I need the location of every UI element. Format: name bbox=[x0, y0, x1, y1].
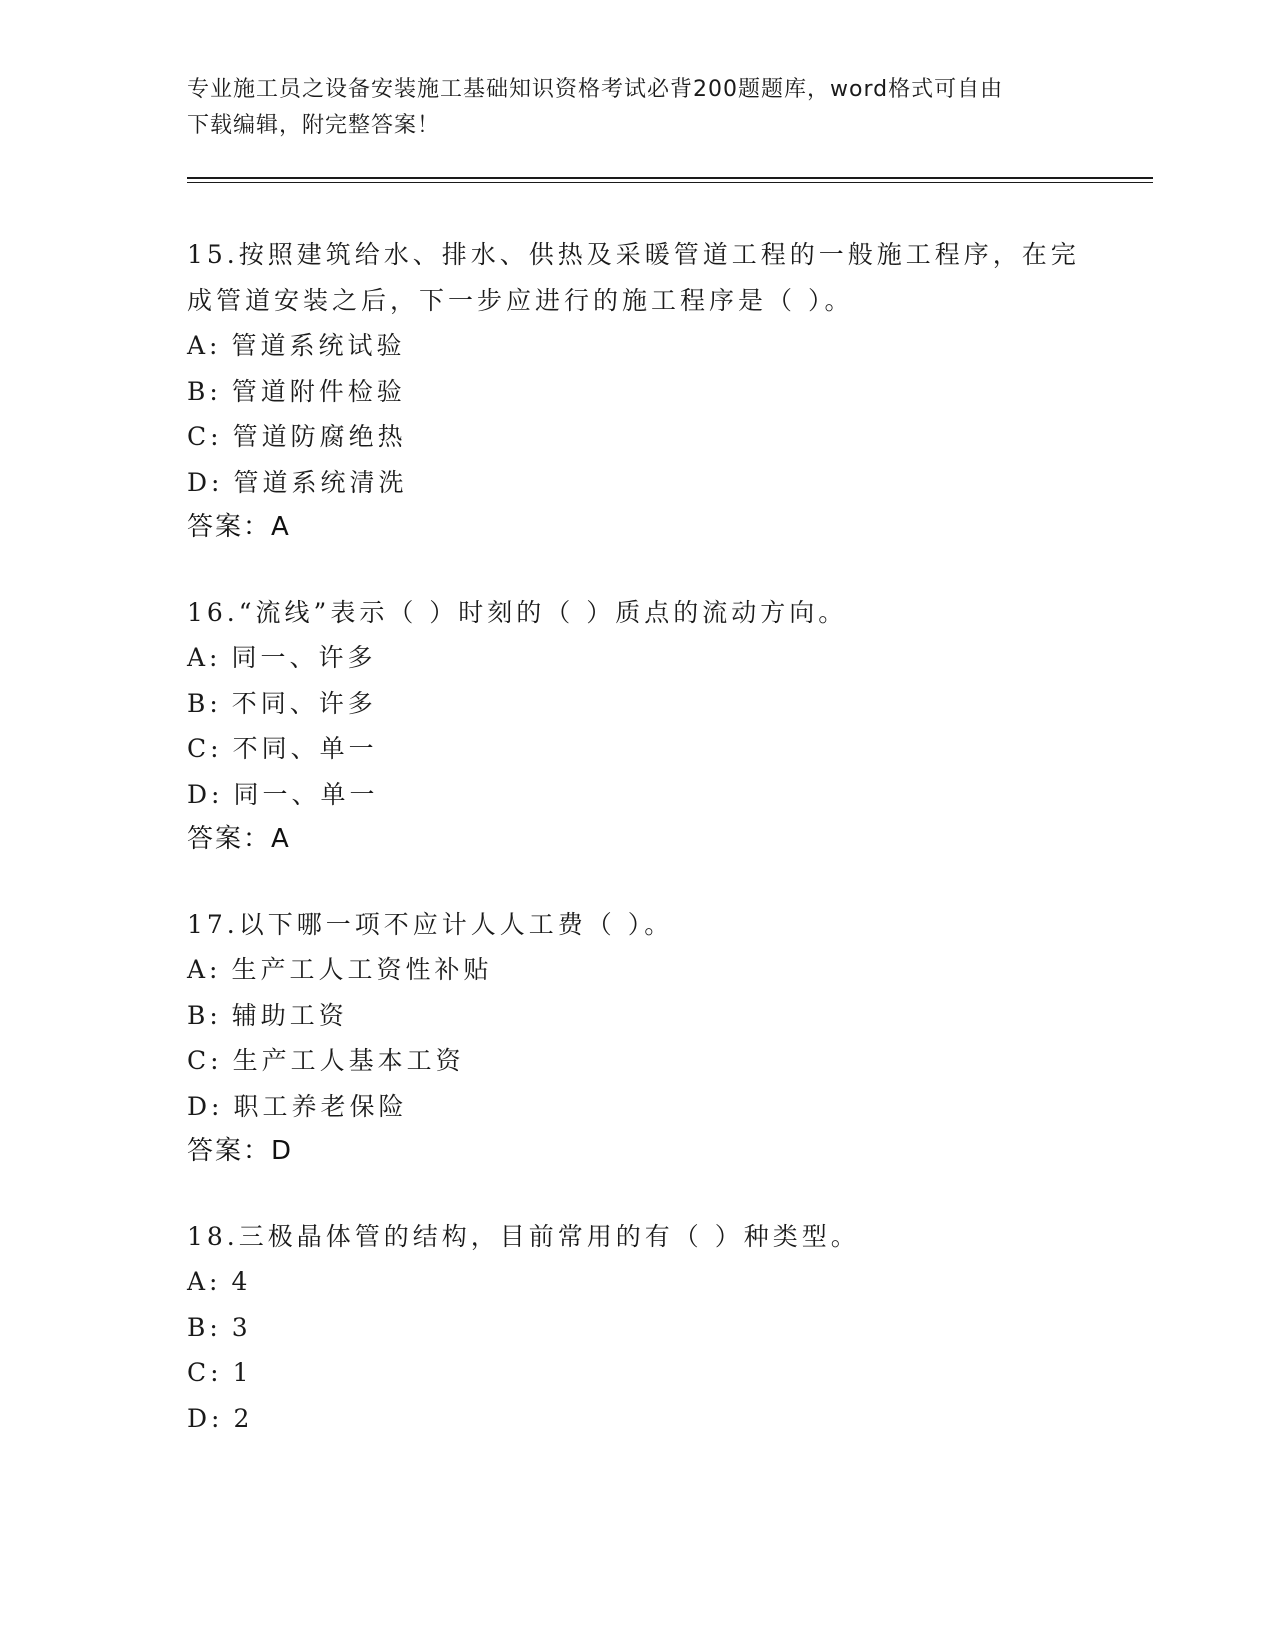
option-label: D: bbox=[187, 1403, 224, 1433]
option-c bbox=[187, 1038, 1107, 1084]
option-d bbox=[187, 460, 1107, 506]
option-label: B: bbox=[187, 688, 222, 718]
option-label: A: bbox=[187, 1267, 222, 1296]
option-a bbox=[187, 323, 1107, 369]
option-text: 管道附件检验 bbox=[231, 376, 406, 406]
option-b bbox=[187, 993, 1107, 1039]
answer: 答案：A bbox=[187, 512, 291, 542]
answer: 答案：D bbox=[187, 1136, 294, 1166]
option-a bbox=[187, 1259, 1107, 1305]
option-text: 不同、许多 bbox=[231, 688, 377, 718]
option-a bbox=[187, 947, 1107, 993]
option-text: 4 bbox=[231, 1267, 252, 1296]
question-text-line: 16.“流线”表示（ ）时刻的（ ）质点的流动方向。 bbox=[187, 597, 848, 627]
option-text: 管道防腐绝热 bbox=[232, 422, 407, 451]
option-label: D: bbox=[187, 779, 224, 809]
question-text bbox=[187, 1214, 1087, 1260]
option-d bbox=[187, 1396, 1107, 1442]
option-d bbox=[187, 772, 1107, 818]
option-label: C: bbox=[187, 1046, 223, 1075]
option-label: B: bbox=[187, 1000, 222, 1030]
question-17 bbox=[187, 902, 1107, 1175]
question-text bbox=[187, 232, 1087, 323]
option-label: D: bbox=[187, 1091, 224, 1121]
answer: 答案：A bbox=[187, 824, 291, 854]
option-b bbox=[187, 681, 1107, 727]
question-18 bbox=[187, 1214, 1107, 1442]
question-text-line: 18.三极晶体管的结构，目前常用的有（ ）种类型。 bbox=[187, 1221, 860, 1251]
header-divider-bottom bbox=[187, 182, 1153, 183]
question-text bbox=[187, 590, 1087, 636]
question-text-line: 17.以下哪一项不应计人人工费（ ）。 bbox=[187, 909, 674, 939]
option-label: A: bbox=[187, 331, 222, 360]
option-text: 3 bbox=[231, 1312, 252, 1342]
option-label: A: bbox=[187, 955, 222, 984]
option-text: 生产工人工资性补贴 bbox=[231, 955, 493, 984]
option-text: 同一、许多 bbox=[231, 643, 377, 672]
header-line-1: 专业施工员之设备安装施工基础知识资格考试必背200题题库，word格式可自由 bbox=[187, 77, 1004, 102]
option-c bbox=[187, 414, 1107, 460]
option-label: C: bbox=[187, 1358, 223, 1387]
question-text-line: 成管道安装之后，下一步应进行的施工程序是（ ）。 bbox=[187, 285, 854, 315]
question-text bbox=[187, 902, 1087, 948]
option-text: 辅助工资 bbox=[231, 1000, 348, 1030]
option-text: 同一、单一 bbox=[233, 779, 379, 809]
document-header bbox=[187, 72, 1087, 144]
question-text-line: 15.按照建筑给水、排水、供热及采暖管道工程的一般施工程序，在完 bbox=[187, 240, 1080, 269]
option-text: 职工养老保险 bbox=[233, 1091, 408, 1121]
option-text: 管道系统清洗 bbox=[233, 467, 408, 497]
question-list bbox=[187, 232, 1107, 1480]
option-d bbox=[187, 1084, 1107, 1130]
option-label: D: bbox=[187, 467, 224, 497]
option-label: C: bbox=[187, 422, 223, 451]
option-c bbox=[187, 726, 1107, 772]
option-text: 1 bbox=[232, 1358, 253, 1387]
question-16 bbox=[187, 590, 1107, 863]
option-label: A: bbox=[187, 643, 222, 672]
option-text: 2 bbox=[233, 1403, 254, 1433]
header-line-2: 下载编辑，附完整答案！ bbox=[187, 113, 441, 138]
option-b bbox=[187, 369, 1107, 415]
header-divider-top bbox=[187, 177, 1153, 179]
option-b bbox=[187, 1305, 1107, 1351]
option-text: 管道系统试验 bbox=[231, 331, 406, 360]
question-15 bbox=[187, 232, 1107, 551]
option-text: 不同、单一 bbox=[232, 734, 378, 763]
option-label: C: bbox=[187, 734, 223, 763]
option-text: 生产工人基本工资 bbox=[232, 1046, 465, 1075]
option-label: B: bbox=[187, 376, 222, 406]
option-c bbox=[187, 1350, 1107, 1396]
option-label: B: bbox=[187, 1312, 222, 1342]
option-a bbox=[187, 635, 1107, 681]
